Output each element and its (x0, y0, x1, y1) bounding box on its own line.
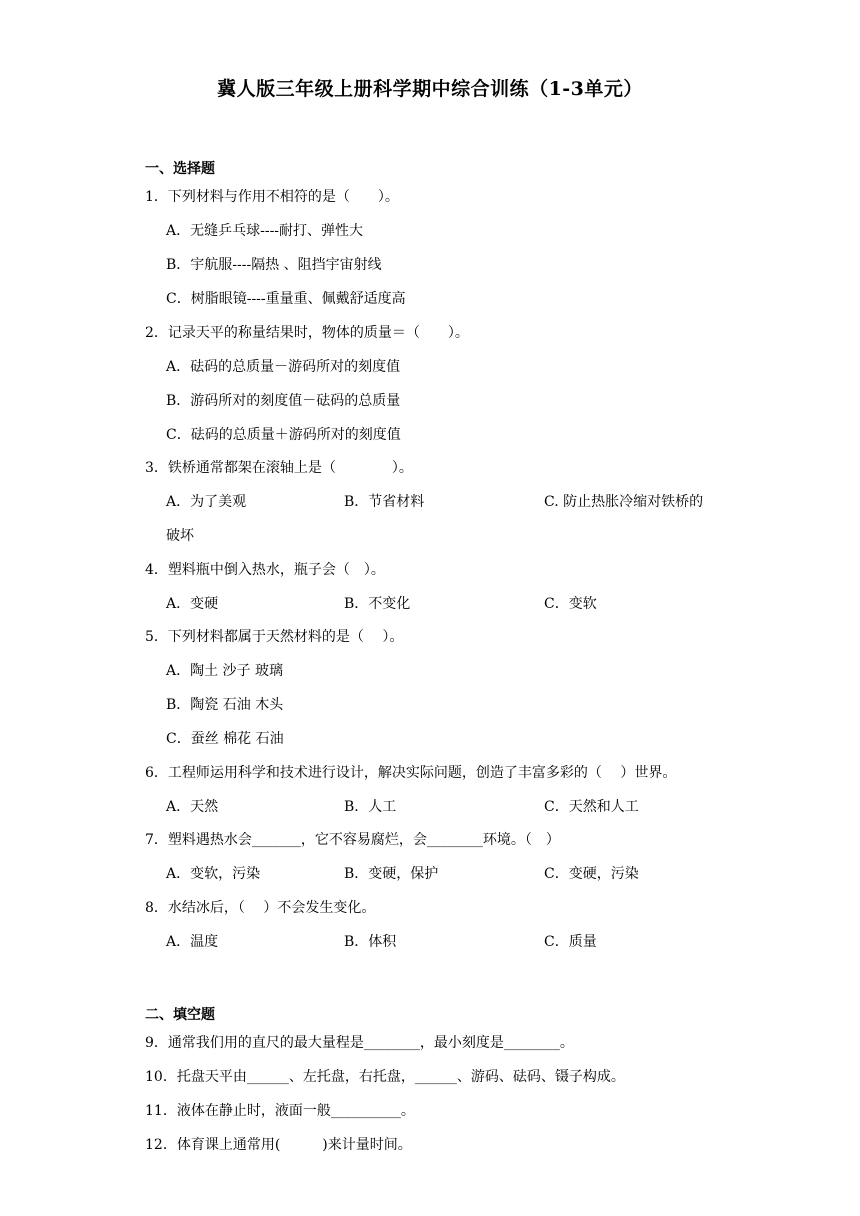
q1-option-a: A．无缝乒乓球----耐打、弹性大 (166, 223, 364, 239)
q6-option-b: B．人工 (344, 799, 397, 815)
q1-option-b: B．宇航服----隔热 、阻挡宇宙射线 (166, 257, 382, 273)
q5-option-a: A．陶土 沙子 玻璃 (166, 663, 284, 679)
question-4: 4．塑料瓶中倒入热水，瓶子会（ ）。 (145, 562, 385, 578)
question-5: 5．下列材料都属于天然材料的是（ ）。 (145, 629, 404, 645)
q8-option-a: A．温度 (166, 934, 219, 950)
q2-option-c: C．砝码的总质量＋游码所对的刻度值 (166, 427, 401, 443)
question-11: 11．液体在静止时，液面一般__________。 (145, 1103, 415, 1119)
q4-option-c: C．变软 (544, 596, 597, 612)
q3-option-b: B．节省材料 (344, 494, 425, 510)
question-8: 8．水结冰后，（ ）不会发生变化。 (145, 900, 376, 916)
question-1: 1．下列材料与作用不相符的是（ ）。 (145, 189, 399, 205)
q4-option-a: A．变硬 (166, 596, 219, 612)
question-7: 7．塑料遇热水会_______，它不容易腐烂，会________环境。（ ） (145, 832, 560, 848)
q6-option-c: C．天然和人工 (544, 799, 639, 815)
q2-option-a: A．砝码的总质量－游码所对的刻度值 (166, 359, 401, 375)
q5-option-c: C．蚕丝 棉花 石油 (166, 731, 284, 747)
q2-option-b: B．游码所对的刻度值－砝码的总质量 (166, 393, 401, 409)
q3-option-c-continued: 破坏 (166, 528, 194, 544)
question-3: 3．铁桥通常都架在滚轴上是（ ）。 (145, 460, 413, 476)
question-2: 2．记录天平的称量结果时，物体的质量＝（ ）。 (145, 325, 469, 341)
q1-option-c: C．树脂眼镜----重量重、佩戴舒适度高 (166, 291, 406, 307)
q6-option-a: A．天然 (166, 799, 219, 815)
question-10: 10．托盘天平由______、左托盘，右托盘，______、游码、砝码、镊子构成。 (145, 1069, 625, 1085)
q8-option-c: C．质量 (544, 934, 597, 950)
section-heading-choice: 一、选择题 (145, 161, 215, 177)
q7-option-a: A．变软，污染 (166, 866, 261, 882)
q4-option-b: B．不变化 (344, 596, 411, 612)
q8-option-b: B．体积 (344, 934, 397, 950)
question-9: 9．通常我们用的直尺的最大量程是________，最小刻度是________。 (145, 1035, 574, 1051)
question-12: 12．体育课上通常用( )来计量时间。 (145, 1137, 412, 1153)
question-6: 6．工程师运用科学和技术进行设计，解决实际问题，创造了丰富多彩的（ ）世界。 (145, 765, 677, 781)
q7-option-c: C．变硬，污染 (544, 866, 639, 882)
q7-option-b: B．变硬，保护 (344, 866, 439, 882)
q3-option-c: C. 防止热胀冷缩对铁桥的 (544, 494, 704, 510)
section-heading-fill: 二、填空题 (145, 1007, 215, 1023)
q5-option-b: B．陶瓷 石油 木头 (166, 697, 284, 713)
q3-option-a: A．为了美观 (166, 494, 247, 510)
page-title: 冀人版三年级上册科学期中综合训练（1-3单元） (217, 78, 643, 100)
